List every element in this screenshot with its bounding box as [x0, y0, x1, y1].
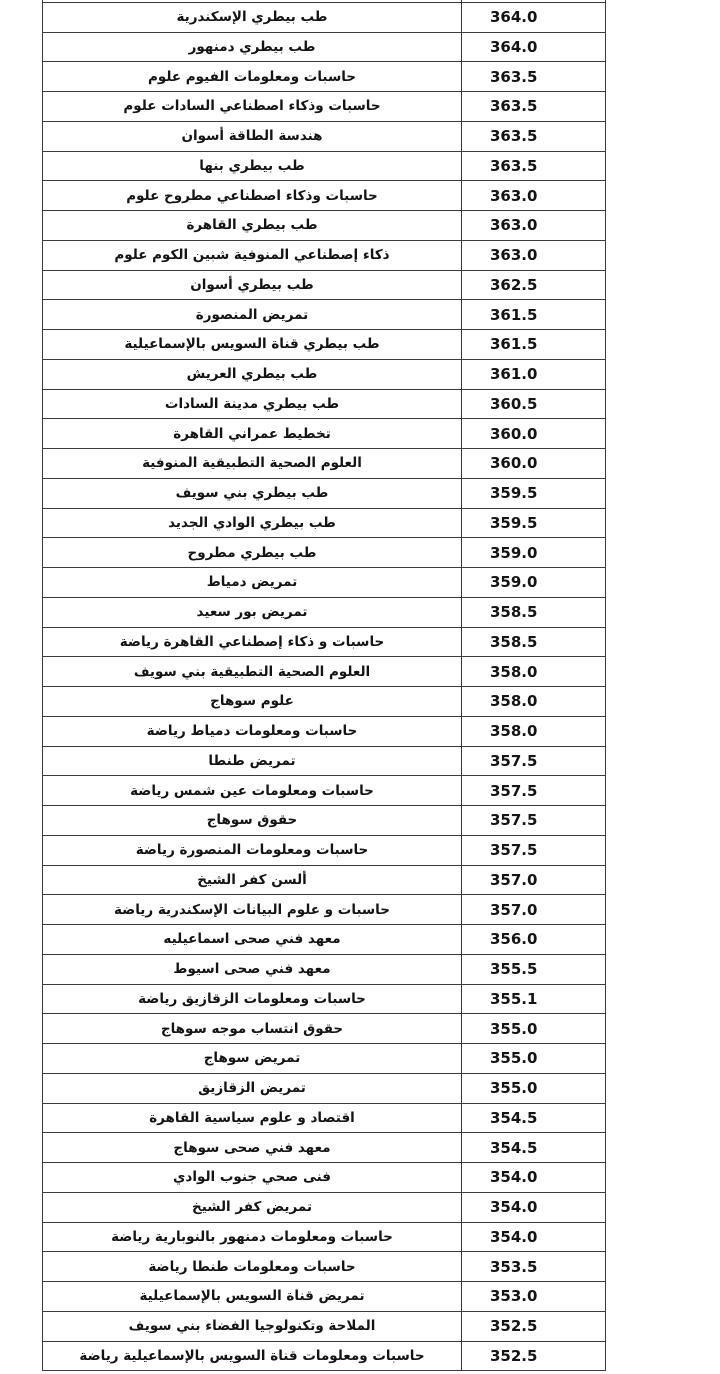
table-row	[43, 389, 606, 419]
faculty-name-cell: طب بيطري الإسكندرية	[43, 2, 462, 32]
table-row	[43, 1044, 606, 1074]
min-score-cell: 359.0	[462, 538, 606, 568]
table-row	[43, 2, 606, 32]
min-score-cell: 357.0	[462, 895, 606, 925]
faculty-name-cell: حاسبات ومعلومات طنطا رياضة	[43, 1252, 462, 1282]
faculty-name-cell: معهد فني صحى اسماعيليه	[43, 925, 462, 955]
table-row	[43, 806, 606, 836]
table-row	[43, 925, 606, 955]
min-score-cell: 352.5	[462, 1341, 606, 1371]
table-row	[43, 1282, 606, 1312]
faculty-name-cell: طب بيطري دمنهور	[43, 32, 462, 62]
min-score-cell: 354.0	[462, 1192, 606, 1222]
min-score-cell: 354.0	[462, 1163, 606, 1193]
table-row	[43, 419, 606, 449]
faculty-name-cell: طب بيطري العريش	[43, 359, 462, 389]
faculty-name-cell: ذكاء إصطناعي المنوفية شبين الكوم علوم	[43, 240, 462, 270]
min-score-cell: 357.5	[462, 835, 606, 865]
table-row	[43, 954, 606, 984]
min-score-cell: 358.5	[462, 597, 606, 627]
faculty-name-cell: تمريض بور سعيد	[43, 597, 462, 627]
faculty-name-cell: اقتصاد و علوم سياسية القاهرة	[43, 1103, 462, 1133]
min-score-cell: 358.0	[462, 716, 606, 746]
table-row	[43, 32, 606, 62]
faculty-name-cell: تمريض سوهاج	[43, 1044, 462, 1074]
faculty-name-cell: الملاحة وتكنولوجيا الفضاء بني سويف	[43, 1311, 462, 1341]
min-score-cell: 354.5	[462, 1133, 606, 1163]
min-score-cell: 361.5	[462, 330, 606, 360]
table-row	[43, 62, 606, 92]
min-score-cell: 354.5	[462, 1103, 606, 1133]
faculty-name-cell: حقوق سوهاج	[43, 806, 462, 836]
min-score-cell: 363.5	[462, 121, 606, 151]
faculty-name-cell: فنى صحي جنوب الوادي	[43, 1163, 462, 1193]
table-row	[43, 776, 606, 806]
faculty-name-cell: طب بيطري القاهرة	[43, 211, 462, 241]
faculty-name-cell: طب بيطري بني سويف	[43, 478, 462, 508]
table-body	[43, 0, 606, 1371]
table-row	[43, 330, 606, 360]
min-score-cell: 364.0	[462, 32, 606, 62]
min-score-cell: 364.0	[462, 2, 606, 32]
table-row	[43, 895, 606, 925]
min-score-cell: 362.5	[462, 270, 606, 300]
min-score-cell: 363.0	[462, 240, 606, 270]
faculty-name-cell: تمريض الزقازيق	[43, 1073, 462, 1103]
faculty-name-cell: هندسة الطاقة أسوان	[43, 121, 462, 151]
table-row	[43, 1133, 606, 1163]
faculty-name-cell: طب بيطري أسوان	[43, 270, 462, 300]
min-score-cell: 355.1	[462, 984, 606, 1014]
min-score-cell: 363.5	[462, 62, 606, 92]
faculty-name-cell: معهد فني صحى سوهاج	[43, 1133, 462, 1163]
table-row	[43, 449, 606, 479]
table-row	[43, 1073, 606, 1103]
table-row	[43, 835, 606, 865]
min-score-cell: 359.0	[462, 568, 606, 598]
faculty-name-cell: تمريض قناة السويس بالإسماعيلية	[43, 1282, 462, 1312]
table-row	[43, 657, 606, 687]
faculty-name-cell: معهد فني صحى اسيوط	[43, 954, 462, 984]
table-row	[43, 478, 606, 508]
min-score-cell: 354.0	[462, 1222, 606, 1252]
table-row	[43, 359, 606, 389]
min-score-cell: 358.0	[462, 657, 606, 687]
faculty-name-cell: علوم سوهاج	[43, 687, 462, 717]
faculty-name-cell: العلوم الصحية التطبيقية بني سويف	[43, 657, 462, 687]
table-row	[43, 538, 606, 568]
table-row	[43, 181, 606, 211]
min-score-cell: 361.0	[462, 359, 606, 389]
table-row	[43, 270, 606, 300]
table-row	[43, 568, 606, 598]
min-score-cell: 355.5	[462, 954, 606, 984]
min-score-cell: 357.5	[462, 806, 606, 836]
table-row	[43, 746, 606, 776]
min-score-cell: 363.0	[462, 211, 606, 241]
faculty-name-cell: حاسبات وذكاء اصطناعي مطروح علوم	[43, 181, 462, 211]
table-row	[43, 1341, 606, 1371]
table-row	[43, 1222, 606, 1252]
table-row	[43, 240, 606, 270]
faculty-name-cell: تخطيط عمراني القاهرة	[43, 419, 462, 449]
min-score-cell: 355.0	[462, 1073, 606, 1103]
table-row	[43, 627, 606, 657]
faculty-name-cell: العلوم الصحية التطبيقية المنوفية	[43, 449, 462, 479]
table-row	[43, 1311, 606, 1341]
min-score-cell: 357.5	[462, 776, 606, 806]
table-row	[43, 865, 606, 895]
faculty-name-cell: تمريض طنطا	[43, 746, 462, 776]
faculty-name-cell: طب بيطري مطروح	[43, 538, 462, 568]
table-row	[43, 1103, 606, 1133]
table-row	[43, 211, 606, 241]
faculty-name-cell: حاسبات و ذكاء إصطناعي القاهرة رياضة	[43, 627, 462, 657]
faculty-name-cell: حاسبات و علوم البيانات الإسكندرية رياضة	[43, 895, 462, 925]
min-score-cell: 352.5	[462, 1311, 606, 1341]
faculty-name-cell: تمريض المنصورة	[43, 300, 462, 330]
faculty-name-cell: ألسن كفر الشيخ	[43, 865, 462, 895]
min-score-cell: 355.0	[462, 1044, 606, 1074]
faculty-name-cell: طب بيطري الوادي الجديد	[43, 508, 462, 538]
table-row	[43, 1252, 606, 1282]
min-score-cell: 360.0	[462, 419, 606, 449]
min-score-cell: 357.5	[462, 746, 606, 776]
faculty-name-cell: حقوق انتساب موجه سوهاج	[43, 1014, 462, 1044]
min-score-cell: 357.0	[462, 865, 606, 895]
table-row	[43, 716, 606, 746]
min-score-cell: 356.0	[462, 925, 606, 955]
faculty-name-cell: حاسبات ومعلومات الزقازيق رياضة	[43, 984, 462, 1014]
faculty-name-cell: حاسبات وذكاء اصطناعي السادات علوم	[43, 92, 462, 122]
faculty-name-cell: طب بيطري بنها	[43, 151, 462, 181]
table-row	[43, 1192, 606, 1222]
min-score-cell: 353.5	[462, 1252, 606, 1282]
min-score-cell: 363.0	[462, 181, 606, 211]
table-row	[43, 508, 606, 538]
faculty-name-cell: حاسبات ومعلومات الفيوم علوم	[43, 62, 462, 92]
min-score-cell: 360.5	[462, 389, 606, 419]
min-score-cell: 353.0	[462, 1282, 606, 1312]
min-score-cell: 359.5	[462, 508, 606, 538]
table-row	[43, 151, 606, 181]
table-row	[43, 597, 606, 627]
min-score-cell: 359.5	[462, 478, 606, 508]
faculty-name-cell: حاسبات ومعلومات دمياط رياضة	[43, 716, 462, 746]
min-score-cell: 355.0	[462, 1014, 606, 1044]
admission-scores-table	[42, 0, 606, 1371]
min-score-cell: 360.0	[462, 449, 606, 479]
min-score-cell: 361.5	[462, 300, 606, 330]
min-score-cell: 363.5	[462, 151, 606, 181]
faculty-name-cell: تمريض كفر الشيخ	[43, 1192, 462, 1222]
table-row	[43, 687, 606, 717]
faculty-name-cell: حاسبات ومعلومات دمنهور بالنوبارية رياضة	[43, 1222, 462, 1252]
faculty-name-cell: طب بيطري قناة السويس بالإسماعيلية	[43, 330, 462, 360]
min-score-cell: 363.5	[462, 92, 606, 122]
table-row	[43, 121, 606, 151]
faculty-name-cell: طب بيطري مدينة السادات	[43, 389, 462, 419]
table-row	[43, 92, 606, 122]
faculty-name-cell: حاسبات ومعلومات المنصورة رياضة	[43, 835, 462, 865]
faculty-name-cell: حاسبات ومعلومات عين شمس رياضة	[43, 776, 462, 806]
faculty-name-cell: تمريض دمياط	[43, 568, 462, 598]
faculty-name-cell: حاسبات ومعلومات قناة السويس بالإسماعيلية رياضة	[43, 1341, 462, 1371]
table-row	[43, 984, 606, 1014]
table-row	[43, 1014, 606, 1044]
table-row	[43, 1163, 606, 1193]
min-score-cell: 358.5	[462, 627, 606, 657]
table-row	[43, 300, 606, 330]
min-score-cell: 358.0	[462, 687, 606, 717]
